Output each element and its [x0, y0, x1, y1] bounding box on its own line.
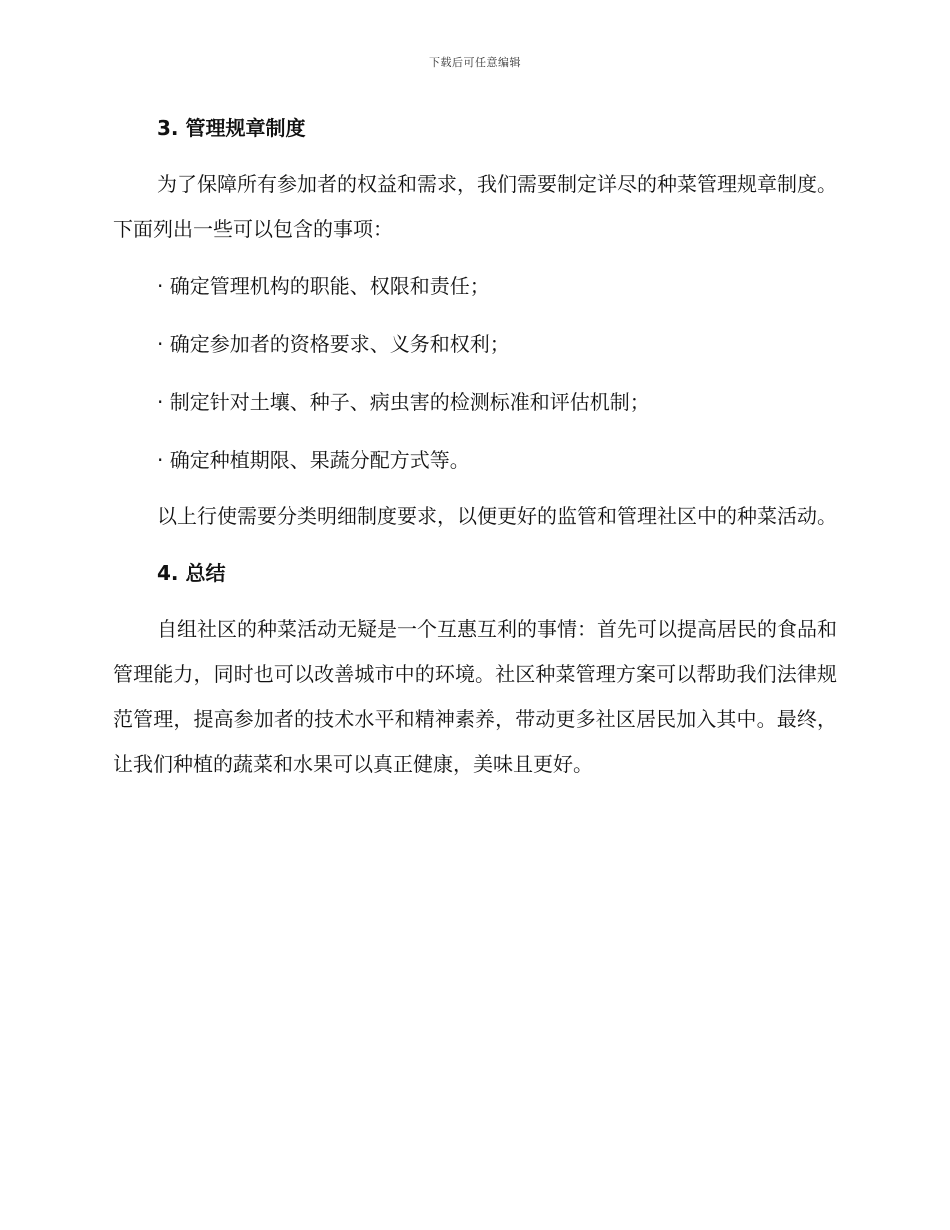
section-3-heading: 3. 管理规章制度 [157, 116, 306, 140]
section-3-closing: 以上行使需要分类明细制度要求，以便更好的监管和管理社区中的种菜活动。 [157, 504, 837, 528]
bullet-item: · 确定种植期限、果蔬分配方式等。 [157, 448, 470, 472]
section-4-heading: 4. 总结 [157, 561, 226, 585]
section-3-intro: 为了保障所有参加者的权益和需求，我们需要制定详尽的种菜管理规章制度。下面列出一些可以包含的事项： [113, 172, 837, 241]
section-4-body: 自组社区的种菜活动无疑是一个互惠互利的事情：首先可以提高居民的食品和管理能力，同时也可以改善城市中的环境。社区种菜管理方案可以帮助我们法律规范管理，提高参加者的技术水平和精神素养，带动更多社区居民加入其中。最终，让我们种植的蔬菜和水果可以真正健康，美味且更好。 [113, 617, 837, 776]
document-body [113, 108, 837, 787]
bullet-item: · 确定管理机构的职能、权限和责任； [157, 274, 490, 298]
bullet-item: · 确定参加者的资格要求、义务和权利； [157, 332, 510, 356]
header-note: 下载后可任意编辑 [429, 56, 521, 69]
bullet-item: · 制定针对土壤、种子、病虫害的检测标准和评估机制； [157, 390, 650, 414]
